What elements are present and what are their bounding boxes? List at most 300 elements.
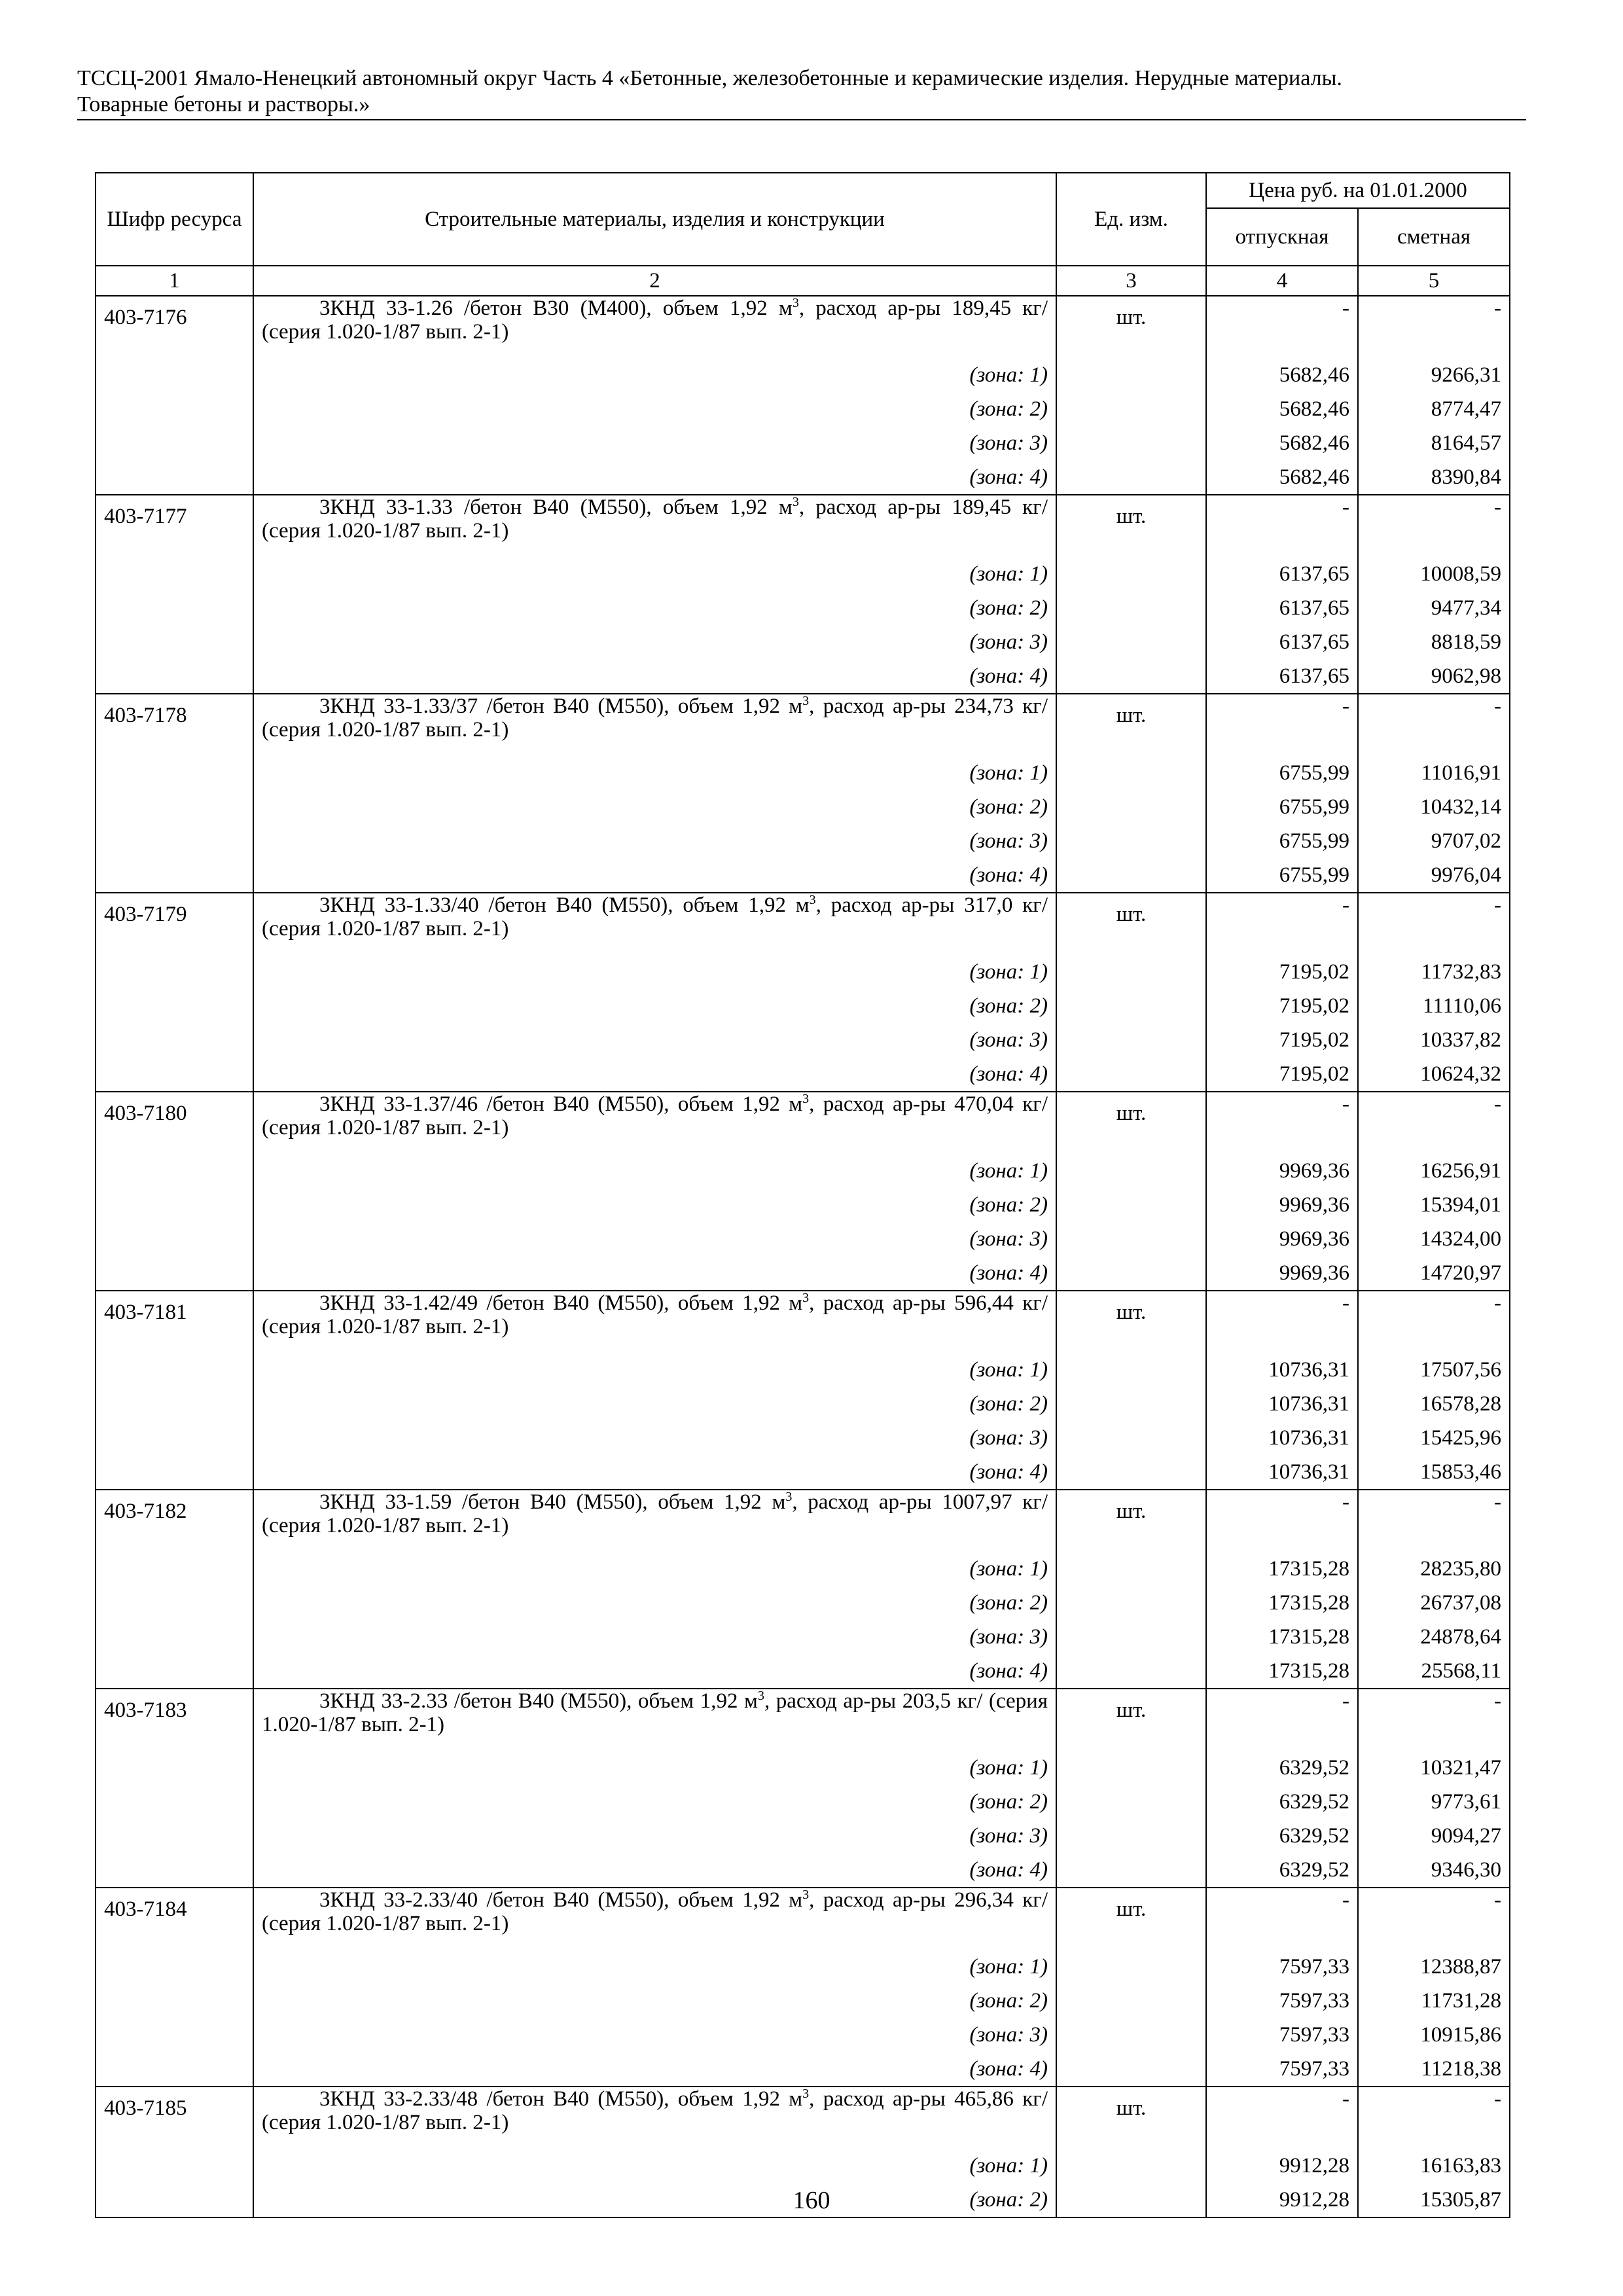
zone-release-price: 17315,28 [1206,1620,1358,1654]
zone-estimate-price: 10008,59 [1358,557,1510,591]
col-header-name: Строительные материалы, изделия и конструкции [253,173,1056,266]
empty-cell [96,1785,253,1819]
zone-row [96,955,1510,989]
description-text: , расход ар-ры 1007,97 кг/ (серия 1.020-1/87 вып. 2-1) [262,1490,1048,1537]
zone-release-price: 7597,33 [1206,1984,1358,2018]
cubic-superscript: 3 [792,495,799,509]
zone-label: (зона: 4) [253,1057,1056,1092]
empty-cell [96,625,253,659]
zone-row [96,1023,1510,1057]
zone-label: (зона: 4) [253,858,1056,893]
zone-estimate-price: 9477,34 [1358,591,1510,625]
zone-release-price: 10736,31 [1206,1455,1358,1490]
zone-release-price: 17315,28 [1206,1654,1358,1689]
table-row [96,1092,1510,1154]
unit-of-measure: шт. [1056,1490,1206,1552]
zone-label: (зона: 1) [253,756,1056,790]
description-text: 3КНД 33-1.33/40 /бетон В40 (М550), объем 1,92 м [319,893,810,917]
cubic-superscript: 3 [802,694,810,708]
zone-label: (зона: 4) [253,1455,1056,1490]
zone-estimate-price: 8390,84 [1358,460,1510,495]
release-price: - [1206,1689,1358,1751]
unit-of-measure: шт. [1056,694,1206,756]
zone-row [96,989,1510,1023]
zone-row [96,1751,1510,1785]
zone-row [96,756,1510,790]
zone-label: (зона: 3) [253,2018,1056,2052]
release-price: - [1206,893,1358,955]
zone-release-price: 6137,65 [1206,591,1358,625]
zone-label: (зона: 1) [253,1751,1056,1785]
empty-cell [96,1353,253,1387]
empty-cell [96,824,253,858]
resource-code: 403-7176 [96,296,253,358]
unit-of-measure: шт. [1056,495,1206,557]
zone-row [96,1620,1510,1654]
zone-release-price: 7195,02 [1206,1023,1358,1057]
zone-label: (зона: 2) [253,1984,1056,2018]
empty-cell [1056,1853,1206,1888]
zone-release-price: 6329,52 [1206,1785,1358,1819]
description-text: 3КНД 33-1.42/49 /бетон В40 (М550), объем 1,92 м [319,1291,803,1315]
material-description [253,893,1056,955]
page-header [77,65,1526,120]
empty-cell [96,1455,253,1490]
empty-cell [1056,1023,1206,1057]
zone-row [96,625,1510,659]
zone-release-price: 9912,28 [1206,2149,1358,2183]
empty-cell [96,1654,253,1689]
col-header-release: отпускная [1206,208,1358,266]
zone-estimate-price: 17507,56 [1358,1353,1510,1387]
zone-row [96,2052,1510,2087]
description-text: , расход ар-ры 317,0 кг/ (серия 1.020-1/87 вып. 2-1) [262,893,1048,941]
description-text: 3КНД 33-1.37/46 /бетон В40 (М550), объем 1,92 м [319,1092,803,1116]
empty-cell [1056,824,1206,858]
zone-row [96,2018,1510,2052]
zone-label: (зона: 4) [253,1654,1056,1689]
zone-estimate-price: 28235,80 [1358,1552,1510,1586]
zone-estimate-price: 12388,87 [1358,1950,1510,1984]
empty-cell [96,591,253,625]
cubic-superscript: 3 [757,1689,764,1703]
col-header-code: Шифр ресурса [96,173,253,266]
zone-estimate-price: 8818,59 [1358,625,1510,659]
zone-label: (зона: 2) [253,1586,1056,1620]
zone-row [96,1455,1510,1490]
zone-estimate-price: 16163,83 [1358,2149,1510,2183]
page-number: 160 [793,2187,830,2214]
empty-cell [96,557,253,591]
cubic-superscript: 3 [802,2087,810,2101]
empty-cell [96,426,253,460]
empty-cell [1056,1586,1206,1620]
zone-release-price: 6137,65 [1206,659,1358,694]
empty-cell [1056,858,1206,893]
zone-row [96,1853,1510,1888]
table-row [96,2087,1510,2149]
empty-cell [96,1620,253,1654]
col-header-estimate: сметная [1358,208,1510,266]
empty-cell [1056,1455,1206,1490]
description-text: , расход ар-ры 203,5 кг/ (серия 1.020-1/87 вып. 2-1) [262,1689,1048,1736]
zone-row [96,1222,1510,1256]
zone-row [96,1188,1510,1222]
zone-row [96,1353,1510,1387]
empty-cell [1056,1785,1206,1819]
zone-release-price: 17315,28 [1206,1586,1358,1620]
empty-cell [96,989,253,1023]
estimate-price: - [1358,1291,1510,1353]
empty-cell [1056,1421,1206,1455]
zone-estimate-price: 10432,14 [1358,790,1510,824]
zone-release-price: 6329,52 [1206,1751,1358,1785]
material-description [253,2087,1056,2149]
cubic-superscript: 3 [785,1490,793,1504]
zone-estimate-price: 8164,57 [1358,426,1510,460]
zone-row [96,858,1510,893]
empty-cell [1056,790,1206,824]
zone-row [96,1785,1510,1819]
empty-cell [1056,659,1206,694]
zone-release-price: 10736,31 [1206,1353,1358,1387]
zone-release-price: 6329,52 [1206,1853,1358,1888]
zone-release-price: 7597,33 [1206,2018,1358,2052]
zone-row [96,1654,1510,1689]
zone-estimate-price: 11731,28 [1358,1984,1510,2018]
empty-cell [1056,1057,1206,1092]
table-row [96,694,1510,756]
zone-release-price: 9969,36 [1206,1222,1358,1256]
empty-cell [96,1023,253,1057]
zone-label: (зона: 2) [253,591,1056,625]
cubic-superscript: 3 [802,1092,810,1106]
zone-label: (зона: 1) [253,1154,1056,1188]
zone-label: (зона: 1) [253,955,1056,989]
empty-cell [1056,955,1206,989]
resource-code: 403-7183 [96,1689,253,1751]
header-line-2: Товарные бетоны и растворы.» [77,92,370,117]
empty-cell [1056,426,1206,460]
zone-estimate-price: 9346,30 [1358,1853,1510,1888]
table-row [96,1689,1510,1751]
col-number: 3 [1056,266,1206,296]
zone-row [96,426,1510,460]
empty-cell [1056,756,1206,790]
zone-label: (зона: 3) [253,625,1056,659]
resource-code: 403-7179 [96,893,253,955]
resource-code: 403-7182 [96,1490,253,1552]
empty-cell [96,659,253,694]
description-text: 3КНД 33-2.33/40 /бетон В40 (М550), объем 1,92 м [319,1888,803,1912]
material-description [253,1092,1056,1154]
zone-estimate-price: 9976,04 [1358,858,1510,893]
description-text: , расход ар-ры 189,45 кг/ (серия 1.020-1/87 вып. 2-1) [262,495,1048,543]
zone-estimate-price: 11218,38 [1358,2052,1510,2087]
empty-cell [96,955,253,989]
release-price: - [1206,694,1358,756]
cubic-superscript: 3 [809,893,816,907]
empty-cell [96,790,253,824]
zone-release-price: 7195,02 [1206,989,1358,1023]
zone-label: (зона: 3) [253,1421,1056,1455]
zone-estimate-price: 9062,98 [1358,659,1510,694]
empty-cell [1056,557,1206,591]
zone-estimate-price: 10915,86 [1358,2018,1510,2052]
zone-estimate-price: 25568,11 [1358,1654,1510,1689]
table-row [96,893,1510,955]
empty-cell [96,1057,253,1092]
material-description [253,1490,1056,1552]
estimate-price: - [1358,1092,1510,1154]
zone-row [96,1387,1510,1421]
zone-row [96,790,1510,824]
zone-label: (зона: 3) [253,1222,1056,1256]
empty-cell [96,1188,253,1222]
description-text: , расход ар-ры 189,45 кг/ (серия 1.020-1/87 вып. 2-1) [262,296,1048,344]
empty-cell [1056,591,1206,625]
empty-cell [1056,1819,1206,1853]
zone-release-price: 7195,02 [1206,1057,1358,1092]
table-row [96,296,1510,358]
zone-label: (зона: 4) [253,460,1056,495]
unit-of-measure: шт. [1056,296,1206,358]
zone-label: (зона: 1) [253,1950,1056,1984]
table-row [96,1291,1510,1353]
empty-cell [1056,1188,1206,1222]
unit-of-measure: шт. [1056,893,1206,955]
zone-release-price: 6755,99 [1206,756,1358,790]
empty-cell [1056,1154,1206,1188]
zone-label: (зона: 1) [253,1353,1056,1387]
empty-cell [1056,2149,1206,2183]
release-price: - [1206,1490,1358,1552]
empty-cell [96,358,253,392]
table-row [96,1490,1510,1552]
empty-cell [96,1819,253,1853]
description-text: , расход ар-ры 296,34 кг/ (серия 1.020-1/87 вып. 2-1) [262,1888,1048,1935]
release-price: - [1206,1092,1358,1154]
empty-cell [1056,989,1206,1023]
material-description [253,694,1056,756]
zone-label: (зона: 4) [253,659,1056,694]
zone-row [96,557,1510,591]
zone-estimate-price: 9094,27 [1358,1819,1510,1853]
empty-cell [96,1154,253,1188]
empty-cell [1056,1353,1206,1387]
zone-release-price: 9969,36 [1206,1154,1358,1188]
empty-cell [96,1853,253,1888]
zone-label: (зона: 3) [253,1023,1056,1057]
zone-release-price: 10736,31 [1206,1387,1358,1421]
empty-cell [1056,625,1206,659]
empty-cell [96,2018,253,2052]
empty-cell [96,392,253,426]
zone-label: (зона: 2) [253,392,1056,426]
estimate-price: - [1358,694,1510,756]
empty-cell [96,756,253,790]
empty-cell [96,1222,253,1256]
empty-cell [1056,2018,1206,2052]
description-text: , расход ар-ры 596,44 кг/ (серия 1.020-1/87 вып. 2-1) [262,1291,1048,1338]
release-price: - [1206,1291,1358,1353]
zone-row [96,659,1510,694]
resource-code: 403-7184 [96,1888,253,1950]
zone-release-price: 6329,52 [1206,1819,1358,1853]
zone-estimate-price: 15853,46 [1358,1455,1510,1490]
zone-release-price: 5682,46 [1206,460,1358,495]
col-header-price: Цена руб. на 01.01.2000 [1206,173,1510,208]
zone-estimate-price: 8774,47 [1358,392,1510,426]
zone-estimate-price: 15305,87 [1358,2183,1510,2217]
zone-release-price: 6755,99 [1206,790,1358,824]
zone-release-price: 6755,99 [1206,858,1358,893]
resource-code: 403-7177 [96,495,253,557]
header-line-1: ТССЦ-2001 Ямало-Ненецкий автономный округ Часть 4 «Бетонные, железобетонные и керамические изделия. Нерудные материалы. [77,66,1342,90]
zone-release-price: 9912,28 [1206,2183,1358,2217]
empty-cell [96,1387,253,1421]
zone-row [96,1057,1510,1092]
release-price: - [1206,2087,1358,2149]
zone-release-price: 7195,02 [1206,955,1358,989]
zone-release-price: 5682,46 [1206,426,1358,460]
zone-row [96,1552,1510,1586]
zone-estimate-price: 11016,91 [1358,756,1510,790]
col-header-unit: Ед. изм. [1056,173,1206,266]
zone-label: (зона: 2) [253,790,1056,824]
empty-cell [96,1256,253,1291]
table-row [96,1888,1510,1950]
estimate-price: - [1358,1888,1510,1950]
resource-code: 403-7181 [96,1291,253,1353]
empty-cell [1056,1387,1206,1421]
material-description [253,495,1056,557]
zone-estimate-price: 14324,00 [1358,1222,1510,1256]
zone-label: (зона: 4) [253,2052,1056,2087]
empty-cell [96,1421,253,1455]
zone-label: (зона: 3) [253,426,1056,460]
table-body [96,296,1510,2217]
zone-estimate-price: 16578,28 [1358,1387,1510,1421]
description-text: , расход ар-ры 465,86 кг/ (серия 1.020-1/87 вып. 2-1) [262,2087,1048,2134]
zone-row [96,392,1510,426]
zone-estimate-price: 10337,82 [1358,1023,1510,1057]
estimate-price: - [1358,1490,1510,1552]
zone-estimate-price: 9266,31 [1358,358,1510,392]
zone-row [96,1950,1510,1984]
empty-cell [96,2052,253,2087]
estimate-price: - [1358,893,1510,955]
zone-estimate-price: 24878,64 [1358,1620,1510,1654]
empty-cell [1056,1222,1206,1256]
empty-cell [96,1586,253,1620]
zone-release-price: 9969,36 [1206,1256,1358,1291]
zone-label: (зона: 4) [253,1256,1056,1291]
zone-label: (зона: 2) [253,1785,1056,1819]
zone-label: (зона: 1) [253,1552,1056,1586]
zone-estimate-price: 15394,01 [1358,1188,1510,1222]
zone-row [96,1256,1510,1291]
empty-cell [1056,1751,1206,1785]
zone-row [96,1984,1510,2018]
material-description [253,1888,1056,1950]
empty-cell [1056,1552,1206,1586]
estimate-price: - [1358,2087,1510,2149]
empty-cell [1056,1256,1206,1291]
zone-row [96,358,1510,392]
resource-code: 403-7180 [96,1092,253,1154]
zone-label: (зона: 4) [253,1853,1056,1888]
zone-label: (зона: 1) [253,557,1056,591]
col-number: 2 [253,266,1056,296]
zone-label: (зона: 3) [253,824,1056,858]
empty-cell [1056,392,1206,426]
col-number: 5 [1358,266,1510,296]
empty-cell [96,460,253,495]
zone-row [96,2149,1510,2183]
estimate-price: - [1358,296,1510,358]
zone-estimate-price: 14720,97 [1358,1256,1510,1291]
zone-estimate-price: 9707,02 [1358,824,1510,858]
empty-cell [1056,1984,1206,2018]
description-text: 3КНД 33-1.33 /бетон В40 (М550), объем 1,92 м [319,495,793,519]
zone-release-price: 5682,46 [1206,392,1358,426]
zone-row [96,824,1510,858]
description-text: 3КНД 33-2.33/48 /бетон В40 (М550), объем 1,92 м [319,2087,803,2111]
empty-cell [96,1984,253,2018]
cubic-superscript: 3 [802,1888,810,1902]
zone-release-price: 9969,36 [1206,1188,1358,1222]
zone-row [96,460,1510,495]
empty-cell [96,1751,253,1785]
zone-row [96,1586,1510,1620]
unit-of-measure: шт. [1056,1092,1206,1154]
zone-release-price: 6137,65 [1206,557,1358,591]
empty-cell [1056,2052,1206,2087]
zone-label: (зона: 3) [253,1819,1056,1853]
zone-label: (зона: 2) [253,2183,1056,2217]
zone-estimate-price: 16256,91 [1358,1154,1510,1188]
resource-code: 403-7178 [96,694,253,756]
material-description [253,1291,1056,1353]
col-number: 4 [1206,266,1358,296]
release-price: - [1206,495,1358,557]
zone-estimate-price: 10624,32 [1358,1057,1510,1092]
zone-estimate-price: 10321,47 [1358,1751,1510,1785]
resource-code: 403-7185 [96,2087,253,2149]
zone-release-price: 17315,28 [1206,1552,1358,1586]
zone-release-price: 7597,33 [1206,1950,1358,1984]
material-description [253,296,1056,358]
empty-cell [96,2149,253,2183]
zone-row [96,1154,1510,1188]
cubic-superscript: 3 [802,1291,810,1305]
zone-label: (зона: 1) [253,2149,1056,2183]
zone-estimate-price: 15425,96 [1358,1421,1510,1455]
estimate-price: - [1358,495,1510,557]
empty-cell [96,858,253,893]
empty-cell [1056,460,1206,495]
cubic-superscript: 3 [792,296,799,310]
empty-cell [96,1950,253,1984]
zone-estimate-price: 26737,08 [1358,1586,1510,1620]
empty-cell [1056,358,1206,392]
col-number: 1 [96,266,253,296]
material-description [253,1689,1056,1751]
unit-of-measure: шт. [1056,1689,1206,1751]
empty-cell [1056,1950,1206,1984]
description-text: 3КНД 33-2.33 /бетон В40 (М550), объем 1,92 м [319,1689,758,1713]
